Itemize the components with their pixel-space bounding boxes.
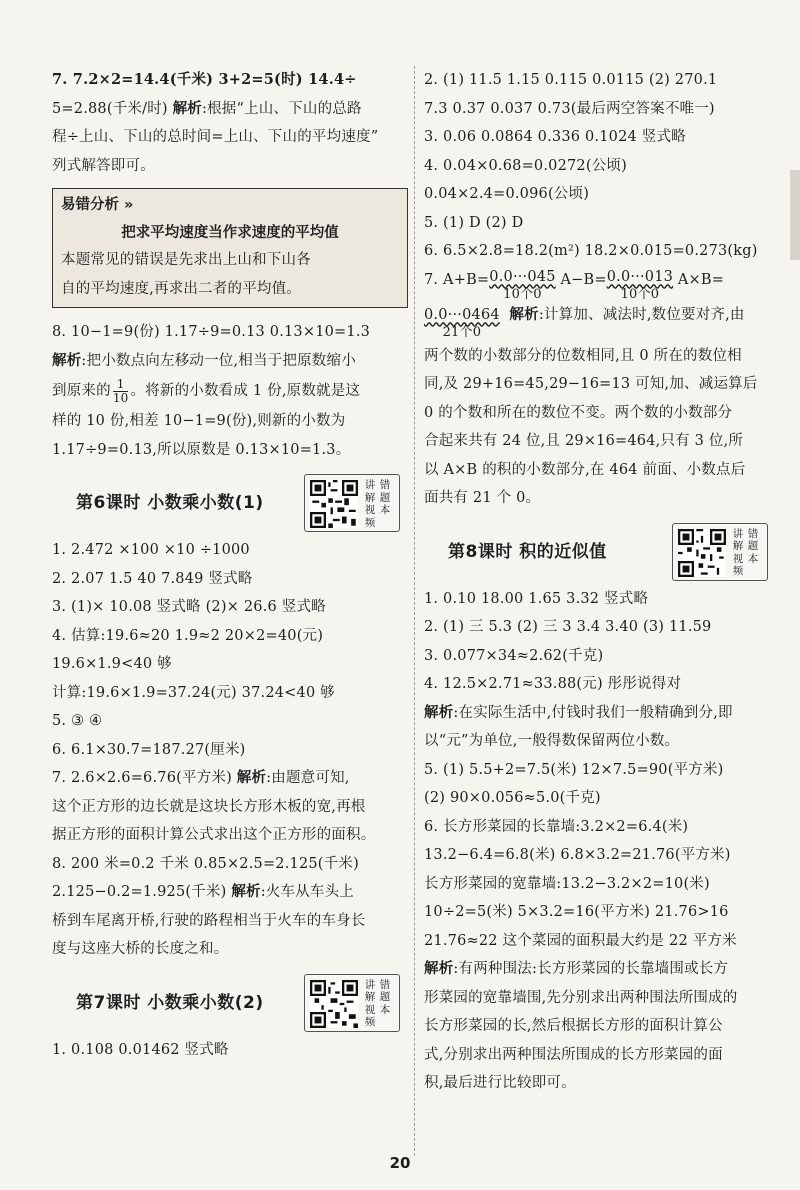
analysis-text: 合起来共有 24 位,且 29×16=464,只有 3 位,所 [424, 433, 744, 449]
analysis-text: 同,及 29+16=45,29−16=13 可知,加、减运算后 [424, 376, 758, 392]
analysis-text: 长方形菜园的长,然后根据长方形的面积计算公 [424, 1018, 723, 1034]
lesson-6-title: 第6课时 小数乘小数(1) [76, 493, 264, 513]
qr-char: 视 [732, 552, 744, 565]
answer-7-text: 7. 7.2×2=14.4(千米) 3+2=5(时) 14.4÷ [52, 71, 357, 88]
l6-answer-3: 3. (1)× 10.08 竖式略 (2)× 26.6 竖式略 [52, 599, 326, 615]
l6-answer-7b: 这个正方形的边长就是这块长方形木板的宽,再根 [52, 798, 366, 815]
answer-8-line4: 样的 10 份,相差 10−1=9(份),则新的小数为 [52, 413, 346, 429]
l6-answer-8b [52, 878, 408, 907]
l8-answer-4-analysis [424, 699, 772, 728]
zero-count: 21个0 [442, 324, 482, 340]
l8-answer-2: 2. (1) 三 5.3 (2) 三 3 3.4 3.40 (3) 11.59 [424, 619, 712, 635]
analysis-label: 解析 [424, 960, 454, 977]
qr-char: 题 [747, 540, 759, 552]
analysis-text: :根据“上山、下山的总路 [201, 100, 362, 117]
analysis-label: 解析 [172, 99, 202, 117]
l6-answer-8: 8. 200 米=0.2 千米 0.85×2.5=2.125(千米) [52, 855, 359, 872]
qr-code-icon[interactable] [310, 980, 358, 1028]
l7-answer-4b: 0.04×2.4=0.096(公顷) [424, 186, 590, 202]
l6-answer-5: 5. ③ ④ [52, 713, 103, 729]
l8-answer-4: 4. 12.5×2.71≈33.88(元) 彤彤说得对 [424, 676, 682, 692]
l6-answer-4c: 计算:19.6×1.9=37.24(元) 37.24<40 够 [52, 684, 335, 701]
l8-answer-5b: (2) 90×0.056≈5.0(千克) [424, 790, 601, 806]
analysis-text: :在实际生活中,付钱时我们一般精确到分,即 [453, 704, 733, 721]
qr-video-badge[interactable] [304, 474, 400, 532]
l6-answer-4: 4. 估算:19.6≈20 1.9≈2 20×2=40(元) [52, 627, 324, 644]
value-sum: 0.0···045 [489, 268, 556, 285]
underbrace-value [607, 266, 673, 302]
analysis-label: 解析 [231, 883, 261, 900]
left-column [52, 66, 408, 1064]
qr-char: 错 [747, 527, 759, 540]
answer-8-line2 [52, 347, 408, 376]
l6-answer-7c: 据正方形的面积计算公式求出这个正方形的面积。 [52, 827, 376, 843]
fraction-one-tenth [113, 378, 129, 405]
l6-answer-1: 1. 2.472 ×100 ×10 ÷1000 [52, 542, 250, 558]
l8-answer-6: 6. 长方形菜园的长靠墙:3.2×2=6.4(米) [424, 818, 689, 835]
zero-count: 10个0 [503, 286, 542, 302]
analysis-text: 以“元”为单位,一般得数保留两位小数。 [424, 733, 680, 749]
analysis-text: :计算加、减法时,数位要对齐,由 [538, 306, 745, 323]
qr-char: 解 [364, 491, 376, 504]
analysis-text: 面共有 21 个 0。 [424, 490, 541, 506]
qr-caption [731, 528, 761, 578]
page-edge [790, 170, 800, 260]
underbrace-value [489, 266, 555, 302]
lesson-6-header [52, 472, 408, 532]
analysis-text: 以 A×B 的积的小数部分,在 464 前面、小数点后 [424, 461, 746, 478]
analysis-text: 式,分别求出两种围法所围成的长方形菜园的面 [424, 1046, 723, 1063]
l6-answer-2: 2. 2.07 1.5 40 7.849 竖式略 [52, 570, 253, 587]
fraction-numerator: 1 [113, 378, 129, 392]
analysis-text: :由题意可知, [266, 770, 350, 786]
l7-answer-1: 1. 0.108 0.01462 竖式略 [52, 1041, 229, 1058]
lesson-8-title: 第8课时 积的近似值 [448, 541, 607, 562]
l7-answer-3: 3. 0.06 0.0864 0.336 0.1024 竖式略 [424, 129, 686, 145]
right-column [424, 66, 772, 1098]
zero-count: 10个0 [620, 286, 660, 302]
answer-8-line1: 8. 10−1=9(份) 1.17÷9=0.13 0.13×10=1.3 [52, 324, 371, 340]
l6-answer-4b: 19.6×1.9<40 够 [52, 656, 172, 672]
error-analysis-title: 易错分析 » [61, 197, 134, 213]
lesson-7-title: 第7课时 小数乘小数(2) [76, 992, 264, 1013]
qr-char: 视 [364, 504, 376, 516]
error-analysis-box [52, 188, 408, 308]
l8-answer-6d: 10÷2=5(米) 5×3.2=16(平方米) 21.76>16 [424, 904, 729, 920]
analysis-label: 解析 [509, 305, 539, 323]
fraction-denominator: 10 [112, 390, 129, 405]
l8-answer-6-analysis [424, 955, 772, 984]
l7-answer-5: 5. (1) D (2) D [424, 214, 524, 231]
qr-char: 讲 [732, 527, 744, 540]
answer-7-line1 [52, 66, 408, 95]
qr-char: 讲 [364, 479, 376, 491]
qr-caption [363, 979, 393, 1029]
analysis-label: 解析 [52, 351, 82, 369]
qr-char: 频 [364, 1016, 376, 1028]
l7-answer-2b: 7.3 0.37 0.037 0.73(最后两空答案不唯一) [424, 100, 715, 117]
qr-char: 讲 [364, 978, 376, 991]
analysis-text: 形菜园的宽靠墙围,先分别求出两种围法所围成的 [424, 989, 738, 1006]
answer-7-line2 [52, 95, 408, 124]
qr-video-badge[interactable] [672, 523, 768, 581]
analysis-text: :有两种围法:长方形菜园的长靠墙围或长方 [453, 961, 729, 977]
answer-7-line4: 列式解答即可。 [52, 157, 155, 174]
lesson-8-header [424, 521, 772, 581]
l6-answer-8d: 度与这座大桥的长度之和。 [52, 941, 229, 957]
qr-video-badge[interactable] [304, 974, 400, 1032]
answer-text: 7. 2.6×2.6=6.76(平方米) [52, 770, 237, 786]
qr-char: 题 [379, 991, 391, 1003]
qr-char: 错 [379, 479, 391, 491]
qr-char: 错 [379, 978, 391, 991]
answer-text: A−B= [555, 271, 607, 288]
l7-answer-7 [424, 266, 772, 304]
answer-text: 7. A+B= [424, 271, 490, 288]
analysis-text: 积,最后进行比较即可。 [424, 1075, 576, 1091]
qr-char: 解 [364, 991, 376, 1003]
analysis-label: 解析 [424, 703, 454, 721]
analysis-text: :火车从车头上 [260, 884, 355, 900]
qr-char: 本 [379, 1003, 391, 1016]
l8-answer-1: 1. 0.10 18.00 1.65 3.32 竖式略 [424, 590, 649, 607]
answer-text: 2.125−0.2=1.925(千米) [52, 884, 232, 900]
analysis-text: 两个数的小数部分的位数相同,且 0 所在的数位相 [424, 347, 742, 364]
qr-code-icon[interactable] [678, 529, 726, 577]
qr-code-icon[interactable] [310, 480, 358, 528]
analysis-label: 解析 [236, 769, 267, 786]
error-analysis-subtitle: 把求平均速度当作求速度的平均值 [121, 224, 339, 241]
l8-answer-5: 5. (1) 5.5+2=7.5(米) 12×7.5=90(平方米) [424, 761, 724, 778]
value-difference: 0.0···013 [606, 268, 674, 285]
analysis-text: 0 的个数和所在的数位不变。两个数的小数部分 [424, 404, 733, 421]
answer-8-line3 [52, 375, 408, 407]
analysis-text: 到原来的 [52, 383, 111, 399]
qr-char: 解 [732, 540, 744, 552]
l7-answer-6: 6. 6.5×2.8=18.2(m²) 18.2×0.015=0.273(kg) [424, 243, 758, 259]
l6-answer-7 [52, 764, 408, 793]
qr-caption [363, 479, 393, 529]
l8-answer-6c: 长方形菜园的宽靠墙:13.2−3.2×2=10(米) [424, 875, 710, 892]
l8-answer-6e: 21.76≈22 这个菜园的面积最大约是 22 平方米 [424, 932, 737, 949]
l6-answer-6: 6. 6.1×30.7=187.27(厘米) [52, 741, 246, 758]
qr-char: 本 [379, 504, 391, 516]
l7-answer-2: 2. (1) 11.5 1.15 0.115 0.0115 (2) 270.1 [424, 72, 718, 88]
answer-7-speed: 5=2.88(千米/时) [52, 100, 173, 117]
qr-char: 频 [364, 516, 376, 529]
answer-8-line5: 1.17÷9=0.13,所以原数是 0.13×10=1.3。 [52, 441, 351, 458]
answer-text: A×B= [673, 271, 725, 288]
underbrace-value [424, 304, 500, 340]
l8-answer-3: 3. 0.077×34≈2.62(千克) [424, 647, 604, 664]
value-product: 0.0···0464 [424, 306, 500, 323]
page-number: 20 [389, 1154, 411, 1172]
l8-answer-6b: 13.2−6.4=6.8(米) 6.8×3.2=21.76(平方米) [424, 847, 731, 863]
analysis-text: 。将新的小数看成 1 份,原数就是这 [130, 383, 361, 399]
lesson-7-header [52, 972, 408, 1032]
qr-char: 题 [379, 491, 391, 504]
analysis-text: :把小数点向左移动一位,相当于把原数缩小 [81, 352, 356, 369]
answer-7-line3: 程÷上山、下山的总时间=上山、下山的平均速度” [52, 129, 379, 145]
error-analysis-text: 自的平均速度,再求出二者的平均值。 [61, 280, 302, 297]
l7-answer-4: 4. 0.04×0.68=0.0272(公顷) [424, 157, 627, 174]
column-divider [414, 66, 415, 1156]
qr-char: 频 [732, 565, 744, 577]
qr-char: 视 [364, 1003, 376, 1016]
error-analysis-text: 本题常见的错误是先求出上山和下山各 [61, 252, 311, 268]
qr-char: 本 [747, 552, 759, 565]
l6-answer-8c: 桥到车尾离开桥,行驶的路程相当于火车的车身长 [52, 912, 366, 929]
l7-answer-7b [424, 304, 772, 342]
